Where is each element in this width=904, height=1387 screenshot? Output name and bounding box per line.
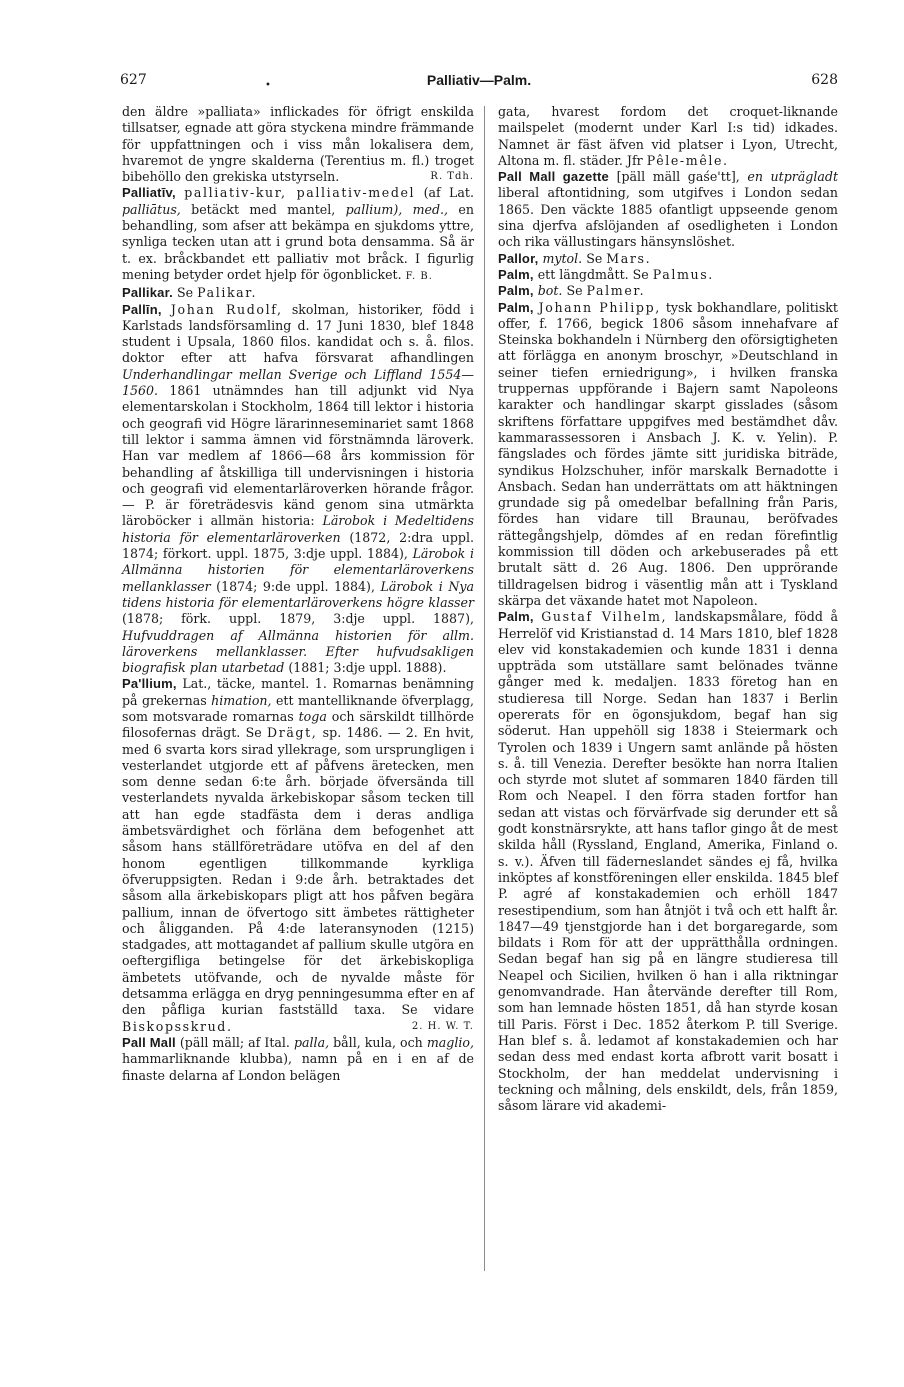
entry-palliata-continuation: den äldre »palliata» inflickades för öfrigt enskilda tillsatser, egnade att göra styckena mindre främmande för uppfattningen och i viss mån lokalisera dem, hvaremot de yngre skalderna (Terentius m. fl.) troget bibehöllo den grekiska utstyrseln. R. Tdh. bbox=[122, 104, 474, 185]
page-number-left: 627 bbox=[120, 72, 147, 88]
author-signature: R. Tdh. bbox=[430, 171, 474, 183]
column-divider bbox=[484, 106, 485, 1271]
headword: Palm, bbox=[498, 266, 534, 282]
entry-palm-johann: Palm, Johann Philipp, tysk bokhandlare, politiskt offer, f. 1766, begick 1806 såsom innehafvare af Steinska bokhandeln i Nürnberg den oförsigtigheten att förlägga en anonym broschyr, »Deutschland in seiner tiefen erniedrigung», i hvilken franska truppernas uppförande i Bajern samt Napoleons karakter och handlingar skarpt gisslades (såsom skriftens författare uppgifves med bestämdhet dåv. kammarassessoren i Ansbach J. K. v. Yelin). P. fängslades och fördes jämte sitt juridiska biträde, syndikus Holzschuher, inför marskalk Bernadotte i Ansbach. Sedan han underrättats om att häktningen grundade sig på omedelbar befallning från Paris, fördes han vidare till Braunau, beröfvades rättegångshjelp, dömdes af en redan förefintlig kommission till döden och arkebuserades på ett brutalt sätt d. 26 Aug. 1806. Den upprörande tilldragelsen bidrog i väsentlig mån att i Tyskland skärpa det växande hatet mot Napoleon. bbox=[498, 299, 838, 608]
cross-reference: Biskopsskrud. bbox=[122, 1018, 233, 1034]
headword: Palm, bbox=[498, 299, 534, 315]
headword: Pallīn, bbox=[122, 301, 162, 317]
author-signature: 2. H. W. T. bbox=[411, 1020, 474, 1032]
headword: Pallikar. bbox=[122, 285, 173, 301]
left-column bbox=[122, 104, 474, 1084]
entry-pall-mall-continuation: gata, hvarest fordom det croquet-liknande mailspelet (modernt under Karl I:s tid) idkades. Namnet är fäst äfven vid platser i Lyon, Utrecht, Altona m. fl. städer. Jfr Pêle-mêle. bbox=[498, 104, 838, 168]
cross-reference: Palmus. bbox=[652, 266, 714, 282]
headword: Pall Mall gazette bbox=[498, 169, 609, 185]
headword: Palm, bbox=[498, 609, 534, 625]
running-title: Palliativ—Palm. bbox=[426, 72, 532, 88]
entry-pall-mall-gazette: Pall Mall gazette [päll mäll gaśe'tt], en utprägladt liberal aftontidning, som utgifves i London sedan 1865. Den väckte 1885 ofantligt uppseende genom sina djerfva afslöjanden af osedligheten i London och rika vällustingars hänsynslöshet. bbox=[498, 169, 839, 250]
entry-pall-mall: Pall Mall (päll mäll; af Ital. palla, båll, kula, och maglio, hammarliknande klubba), namn på en i en af de finaste delarna af London belägen bbox=[122, 1034, 474, 1083]
author-signature: F. B. bbox=[405, 270, 433, 282]
page-header bbox=[120, 72, 838, 94]
entry-pallikar: Pallikar. Se Palikar. bbox=[122, 285, 258, 301]
headword: Pall Mall bbox=[122, 1034, 176, 1050]
right-column bbox=[498, 104, 838, 1114]
cross-reference: Drägt, bbox=[267, 725, 318, 741]
cross-reference: Mars. bbox=[606, 250, 652, 266]
entry-pallin: Pallīn, Johan Rudolf, skolman, historiker, född i Karlstads landsförsamling d. 17 Juni 1830, blef 1848 student i Upsala, 1860 filos. kandidat och s. å. filos. doktor efter att hafva försvarat afhandlingen Underhandlingar mellan Sverige och Liffland 1554—1560. 1861 utnämndes han till adjunkt vid Nya elementarskolan i Stockholm, 1864 till lektor i historia och geografi vid Högre lärarinneseminariet samt 1868 till lektor i samma ämnen vid förstnämnda läroverk. Han var medlem af 1866—68 års kommission för behandling af åtskilliga till undervisningen i historia och geografi vid elementarläroverken hörande frågor. — P. är företrädesvis känd genom sina utmärkta läroböcker i allmän historia: Lärobok i Medeltidens historia för elementarläroverken (1872, 2:dra uppl. 1874; förkort. uppl. 1875, 3:dje uppl. 1884), Lärobok i Allmänna historien för elementarläroverkens mellanklasser (1874; 9:de uppl. 1884), Lärobok i Nya tidens historia för elementarläroverkens högre klasser (1878; förk. uppl. 1879, 3:dje uppl. 1887), Hufvuddragen af Allmänna historien för allm. läroverkens mellanklasser. Efter hufvudsakligen biografisk plan utarbetad (1881; 3:dje uppl. 1888). bbox=[122, 301, 474, 676]
entry-palm-measure: Palm, ett längdmått. Se Palmus. bbox=[498, 266, 714, 282]
page-number-right: 628 bbox=[811, 72, 838, 88]
entry-palliativ: Palliatīv, palliativ-kur, palliativ-medel (af Lat. palliātus, betäckt med mantel, pallium), med., en behandling, som afser att bekämpa en sjukdoms yttre, synliga tecken utan att i grund bota densamma. Så är t. ex. bråckbandet ett palliativ mot bråck. I figurlig mening betyder ordet hjelp för ögonblicket. F. B. bbox=[122, 185, 474, 282]
cross-reference: Pêle-mêle. bbox=[646, 152, 729, 168]
cross-reference: Palmer. bbox=[586, 283, 646, 299]
headword: Palliatīv, bbox=[122, 185, 176, 201]
entry-palm-bot: Palm, bot. Se Palmer. bbox=[498, 283, 646, 299]
headword: Palm, bbox=[498, 283, 534, 299]
entry-palm-gustaf: Palm, Gustaf Vilhelm, landskapsmålare, född å Herrelöf vid Kristianstad d. 14 Mars 1810, blef 1828 elev vid konstakademien och kunde 1831 i denna uppträda som utställare samt belönades tvänne gånger med k. medaljen. 1833 företog han en studieresa till Norge. Sedan han 1837 i Berlin opererats för en ögonsjukdom, begaf han sig söderut. Han uppehöll sig 1838 i Steiermark och Tyrolen och 1839 i Ungern samt anlände på hösten s. å. till Venezia. Derefter besökte han norra Italien och styrde mot slutet af sommaren 1840 färden till Rom och Neapel. I den förra staden fortfor han sedan att vistas och förvärfvade sig derunder ett så godt konstnärsrykte, att hans taflor gingo åt de mest skilda håll (Ryssland, England, Amerika, Finland o. s. v.). Äfven till fäderneslandet sändes ej få, hvilka inköptes af konstföreningen eller enskilda. 1845 blef P. agré af konstakademien och erhöll 1847 resestipendium, som han åtnjöt i två och ett halft år. 1847—49 tjenstgjorde han i det borgaregarde, som bildats i Rom för att der upprätthålla ordningen. Sedan begaf han sig på en längre studieresa till Neapel och Sicilien, hvilken ö han i alla riktningar genomvandrade. Han återvände derefter till Rom, som han lemnade hösten 1851, då han styrde kosan till Paris. Först i Dec. 1852 återkom P. till Sverige. Han blef s. å. ledamot af konstakademien och har sedan dess med endast korta afbrott varit bosatt i Stockholm, der han meddelat undervisning i teckning och målning, dels enskildt, dels, från 1859, såsom lärare vid akademi- bbox=[498, 609, 838, 1114]
bullet-mark: • bbox=[265, 80, 271, 91]
headword: Pa'llium, bbox=[122, 676, 177, 692]
cross-reference: Palikar. bbox=[197, 285, 258, 301]
entry-pallor: Pallor, mytol. Se Mars. bbox=[498, 250, 652, 266]
entry-pallium: Pa'llium, Lat., täcke, mantel. 1. Romarnas benämning på grekernas himation, ett mantelliknande öfverplagg, som motsvarade romarnas toga och särskildt tillhörde filosofernas drägt. Se Drägt, sp. 1486. — 2. En hvit, med 6 svarta kors sirad yllekrage, som ursprungligen i vesterlandet utgjorde ett af påfvens äretecken, men som denne sedan 6:te årh. började öfversända till vesterlandets nyvalda ärkebiskopar såsom tecken till att han egde stadfästa dem i deras andliga ämbetsvärdighet och förläna dem befogenhet att såsom hans ställföreträdare utöfva en del af den honom egentligen tillkommande kyrkliga öfveruppsigten. Redan i 9:de årh. betraktades det såsom alla ärkebiskopars pligt att hos påfven begära pallium, innan de öfvertogo sitt ämbetes rättigheter och åligganden. På 4:de lateransynoden (1215) stadgades, att mottagandet af pallium skulle utgöra en oeftergifliga betingelse för det ärkebiskopliga ämbetets utöfvande, och de nyvalde måste för detsamma erlägga en dryg penningesumma efter en af den påfliga kurian fastställd taxa. Se vidare Biskopsskrud. 2. H. W. T. bbox=[122, 676, 475, 1034]
headword: Pallor, bbox=[498, 250, 539, 266]
